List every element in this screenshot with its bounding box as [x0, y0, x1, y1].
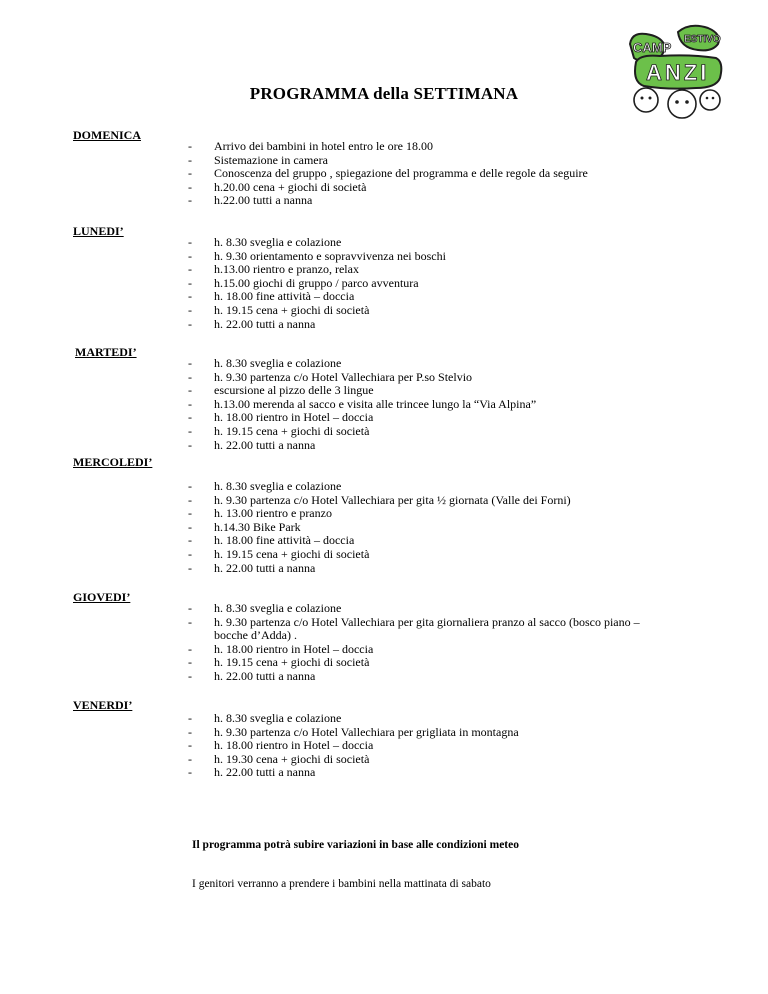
day-list-giovedi	[188, 602, 640, 684]
list-item: - h. 9.30 orientamento e sopravvivenza nei boschi	[188, 248, 446, 263]
list-item: - h. 8.30 sveglia e colazione	[188, 235, 342, 249]
list-item: - h.13.00 rientro e pranzo, relax	[188, 262, 359, 277]
list-item: - h. 22.00 tutti a nanna	[188, 668, 316, 683]
list-item: - h. 8.30 sveglia e colazione	[188, 356, 342, 370]
list-item: - h. 22.00 tutti a nanna	[188, 437, 316, 452]
list-item: - h.13.00 merenda al sacco e visita alle trincee lungo la “Via Alpina”	[188, 396, 537, 411]
day-label-lunedi: LUNEDI’	[73, 224, 124, 238]
weather-note: Il programma potrà subire variazioni in base alle condizioni meteo	[192, 839, 519, 851]
list-item: - h. 9.30 partenza c/o Hotel Vallechiara per grigliata in montagna	[188, 724, 519, 739]
svg-text:ANZI: ANZI	[646, 60, 710, 85]
list-item: - h. 18.00 rientro in Hotel – doccia	[188, 410, 374, 425]
list-item: - h. 19.15 cena + giochi di società	[188, 423, 370, 438]
list-item: - h. 13.00 rientro e pranzo	[188, 506, 332, 521]
list-item: - h.22.00 tutti a nanna	[188, 193, 313, 208]
day-list-martedi	[188, 357, 536, 452]
list-item: - Sistemazione in camera	[188, 152, 328, 167]
list-item: - h. 18.00 rientro in Hotel – doccia	[188, 738, 374, 753]
camp-estivo-anzi-logo	[620, 14, 730, 124]
list-item: - h. 9.30 partenza c/o Hotel Vallechiara per gita giornaliera pranzo al sacco (bosco piano –	[188, 614, 640, 629]
day-label-domenica: DOMENICA	[73, 128, 141, 142]
day-list-domenica	[188, 140, 588, 208]
list-item: - h. 8.30 sveglia e colazione	[188, 601, 342, 615]
list-item: - h. 19.15 cena + giochi di società	[188, 302, 370, 317]
list-item: - h. 22.00 tutti a nanna	[188, 316, 316, 331]
day-list-mercoledi	[188, 480, 571, 575]
list-item: - h. 19.15 cena + giochi di società	[188, 546, 370, 561]
day-label-venerdi: VENERDI’	[73, 698, 133, 712]
page-title: PROGRAMMA della SETTIMANA	[249, 84, 519, 103]
pickup-note: I genitori verranno a prendere i bambini nella mattinata di sabato	[192, 878, 491, 890]
list-item: - h. 19.15 cena + giochi di società	[188, 655, 370, 670]
list-item: - h. 8.30 sveglia e colazione	[188, 479, 342, 493]
day-list-venerdi	[188, 712, 519, 780]
list-item: - h. 22.00 tutti a nanna	[188, 560, 316, 575]
svg-text:ESTIVO: ESTIVO	[684, 34, 721, 45]
list-item: - h. 9.30 partenza c/o Hotel Vallechiara per gita ½ giornata (Valle dei Forni)	[188, 492, 571, 507]
list-item: - h. 18.00 rientro in Hotel – doccia	[188, 641, 374, 656]
day-label-martedi: MARTEDI’	[75, 345, 137, 359]
list-item: - h.14.30 Bike Park	[188, 519, 301, 534]
list-item: - h. 18.00 fine attività – doccia	[188, 533, 355, 548]
list-item: - h.15.00 giochi di gruppo / parco avventura	[188, 275, 419, 290]
svg-text:CAMP: CAMP	[633, 40, 672, 55]
list-item: - h. 8.30 sveglia e colazione	[188, 711, 342, 725]
list-item: - Arrivo dei bambini in hotel entro le ore 18.00	[188, 139, 433, 153]
list-item: - h.20.00 cena + giochi di società	[188, 179, 367, 194]
list-item: - h. 19.30 cena + giochi di società	[188, 751, 370, 766]
list-item: - h. 9.30 partenza c/o Hotel Vallechiara per P.so Stelvio	[188, 369, 473, 384]
list-item: - h. 18.00 fine attività – doccia	[188, 289, 355, 304]
list-item-continuation: bocche d’Adda) .	[214, 628, 297, 643]
list-item: - h. 22.00 tutti a nanna	[188, 765, 316, 780]
list-item: - Conoscenza del gruppo , spiegazione del programma e delle regole da seguire	[188, 166, 588, 181]
day-label-mercoledi: MERCOLEDI’	[73, 455, 153, 469]
day-list-lunedi	[188, 236, 446, 331]
day-label-giovedi: GIOVEDI’	[73, 590, 131, 604]
list-item: - escursione al pizzo delle 3 lingue	[188, 383, 374, 398]
